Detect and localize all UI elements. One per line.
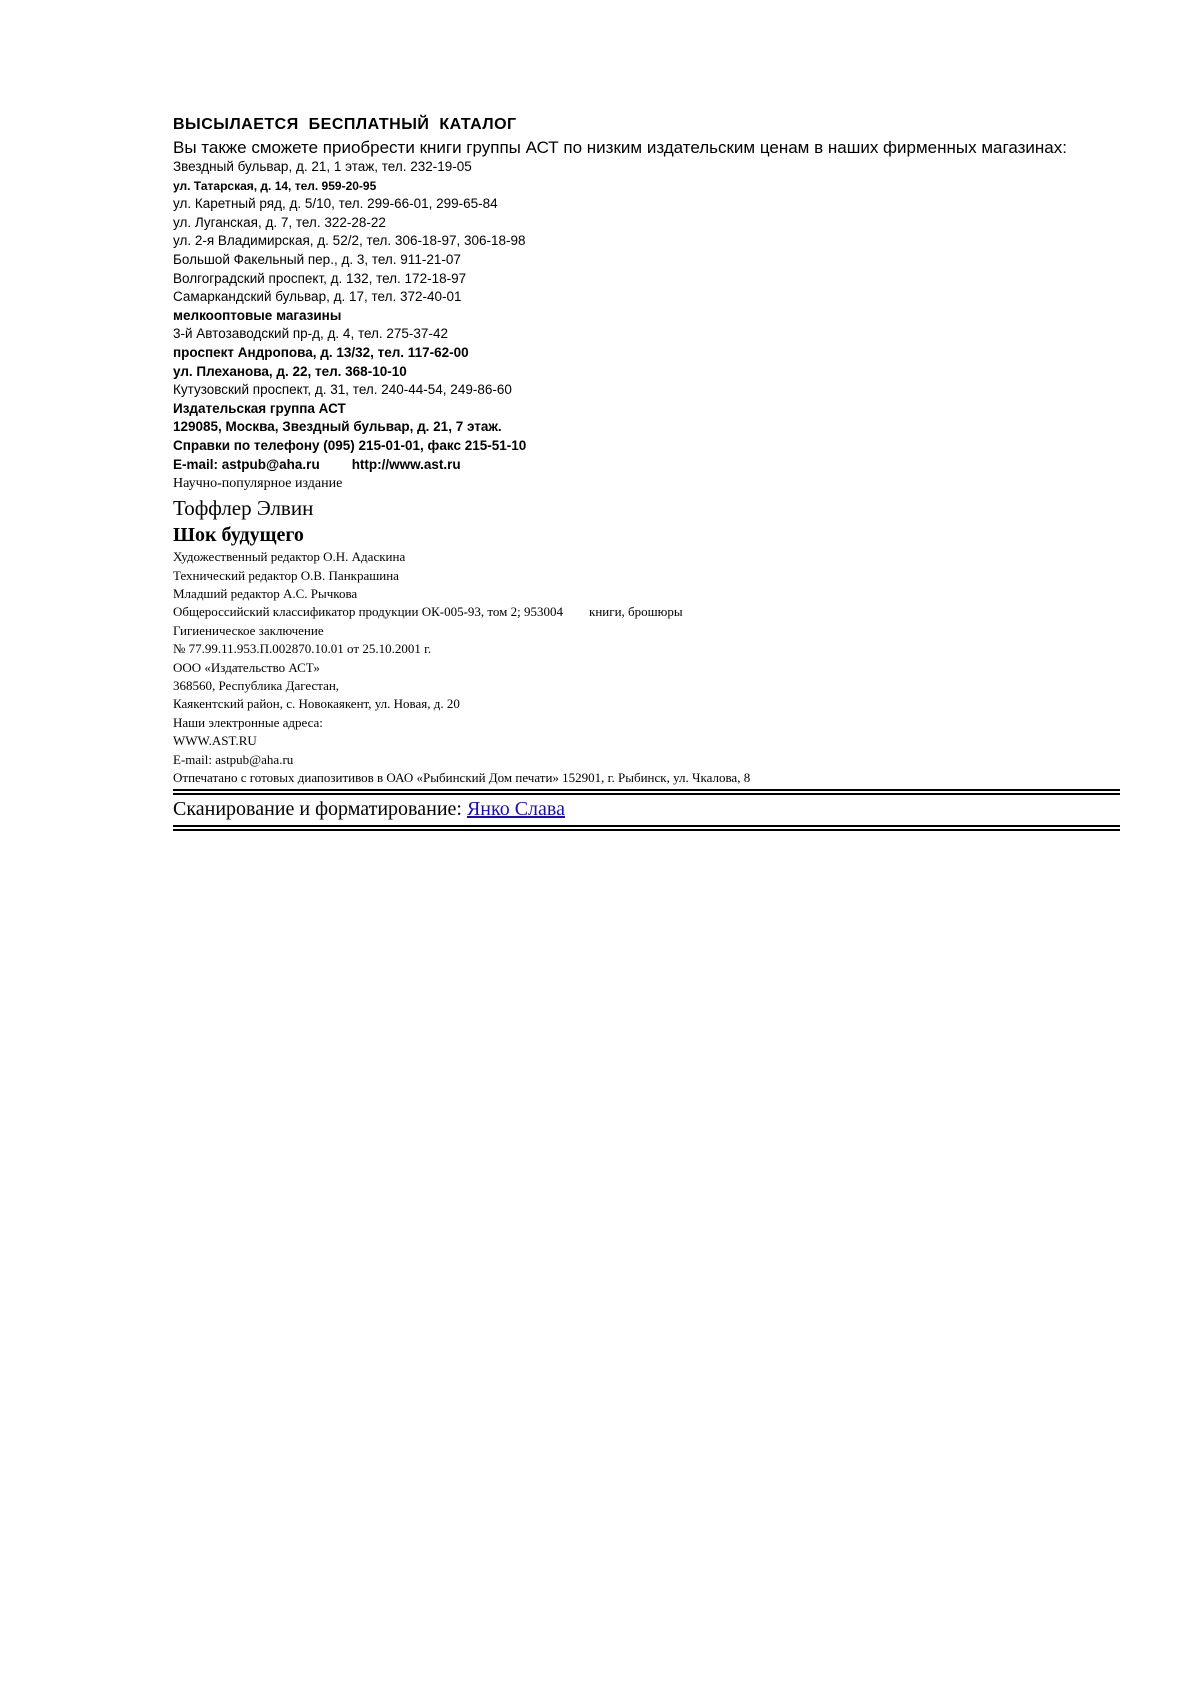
- imprint-line: Наши электронные адреса:: [173, 714, 323, 730]
- imprint-line: Отпечатано с готовых диапозитивов в ОАО «Рыбинский Дом печати» 152901, г. Рыбинск, ул. Чкалова, 8: [173, 769, 751, 785]
- imprint-line: Художественный редактор О.Н. Адаскина: [173, 549, 406, 565]
- imprint-line: WWW.AST.RU: [173, 733, 257, 749]
- catalog-heading: ВЫСЫЛАЕТСЯ БЕСПЛАТНЫЙ КАТАЛОГ: [173, 116, 517, 133]
- classifier-code: Общероссийский классификатор продукции ОК-005-93, том 2; 953004: [173, 604, 564, 620]
- imprint-line: Младший редактор А.С. Рычкова: [173, 585, 358, 601]
- imprint-line: ООО «Издательство АСТ»: [173, 659, 320, 675]
- imprint-line: Каякентский район, с. Новокаякент, ул. Новая, д. 20: [173, 696, 460, 712]
- publisher-block: [173, 400, 1120, 474]
- store-address: Самаркандский бульвар, д. 17, тел. 372-40-01: [173, 289, 462, 305]
- publisher-phone: Справки по телефону (095) 215-01-01, факс 215-51-10: [173, 437, 527, 453]
- scan-credit: [173, 795, 1120, 823]
- divider-bottom: [173, 825, 1120, 831]
- imprint-classifier: [173, 603, 1120, 621]
- scan-credit-link[interactable]: Янко Слава: [466, 798, 565, 821]
- store-address: Волгоградский проспект, д. 132, тел. 172-18-97: [173, 270, 467, 286]
- store-address: Большой Факельный пер., д. 3, тел. 911-21-07: [173, 251, 461, 267]
- imprint-line: Гигиеническое заключение: [173, 622, 324, 638]
- publisher-email: E-mail: astpub@aha.ru: [173, 456, 320, 472]
- publisher-address: 129085, Москва, Звездный бульвар, д. 21, 7 этаж.: [173, 419, 502, 435]
- imprint-line: 368560, Республика Дагестан,: [173, 677, 340, 693]
- wholesale-heading: мелкооптовые магазины: [173, 307, 342, 323]
- colophon-page: [173, 114, 1120, 831]
- catalog-intro: Вы также сможете приобрести книги группы АСТ по низким издательским ценам в наших фирменных магазинах:: [173, 138, 1067, 157]
- wholesale-address: Кутузовский проспект, д. 31, тел. 240-44-54, 249-86-60: [173, 382, 512, 398]
- imprint-line: № 77.99.11.953.П.002870.10.01 от 25.10.2001 г.: [173, 641, 432, 657]
- wholesale-section: [173, 307, 1120, 400]
- store-list: [173, 158, 1120, 307]
- store-address: ул. Каретный ряд, д. 5/10, тел. 299-66-01, 299-65-84: [173, 196, 498, 212]
- publisher-name: Издательская группа АСТ: [173, 400, 346, 416]
- store-address: ул. 2-я Владимирская, д. 52/2, тел. 306-18-97, 306-18-98: [173, 233, 526, 249]
- book-title: Шок будущего: [173, 524, 304, 547]
- book-genre: Научно-популярное издание: [173, 476, 343, 492]
- wholesale-address: ул. Плеханова, д. 22, тел. 368-10-10: [173, 363, 407, 379]
- scan-credit-label: Сканирование и форматирование:: [173, 798, 462, 821]
- classifier-type: книги, брошюры: [589, 604, 683, 620]
- store-address: Звездный бульвар, д. 21, 1 этаж, тел. 232-19-05: [173, 159, 472, 174]
- publisher-url: http://www.ast.ru: [351, 456, 461, 472]
- wholesale-address: проспект Андропова, д. 13/32, тел. 117-62-00: [173, 344, 469, 360]
- store-address: ул. Татарская, д. 14, тел. 959-20-95: [173, 178, 377, 193]
- store-address: ул. Луганская, д. 7, тел. 322-28-22: [173, 214, 386, 230]
- publisher-contacts: [173, 456, 1120, 475]
- imprint-line: Технический редактор О.В. Панкрашина: [173, 567, 399, 583]
- imprint-line: E-mail: astpub@aha.ru: [173, 751, 294, 767]
- imprint-block: [173, 548, 1120, 787]
- wholesale-address: 3-й Автозаводский пр-д, д. 4, тел. 275-37-42: [173, 326, 448, 342]
- book-author: Тоффлер Элвин: [173, 496, 314, 521]
